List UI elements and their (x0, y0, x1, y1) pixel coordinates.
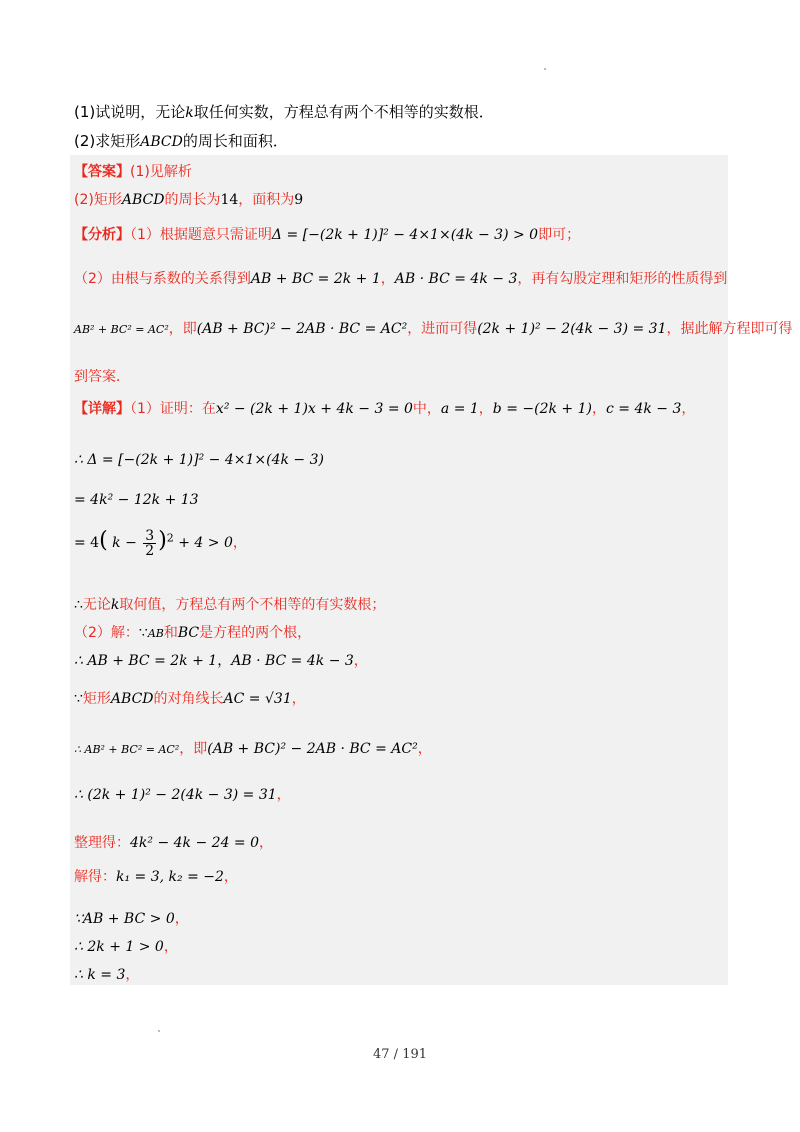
part2-line-2: ∴ AB + BC = 2k + 1，AB · BC = 4k − 3， (74, 653, 368, 669)
part2-line-10: ∴ k = 3， (74, 967, 140, 983)
part2-line-3: ∵矩形ABCD的对角线长AC = √31， (74, 691, 306, 707)
delta-expand-line: = 4k² − 12k + 13 (74, 492, 199, 508)
part2-line-1: （2）解：∵AB和BC是方程的两个根， (74, 625, 312, 641)
analysis-line-4: 到答案． (74, 369, 130, 385)
detail-line-1: 【详解】（1）证明：在x² − (2k + 1)x + 4k − 3 = 0中，a = 1，b = −(2k + 1)，c = 4k − 3， (74, 401, 696, 417)
scan-dot (544, 68, 546, 70)
part2-line-6: 整理得：4k² − 4k − 24 = 0， (74, 835, 274, 851)
part2-line-5: ∴ (2k + 1)² − 2(4k − 3) = 31， (74, 787, 291, 803)
page-number: 47 / 191 (372, 1047, 428, 1062)
analysis-line-3: AB² + BC² = AC²，即(AB + BC)² − 2AB · BC = AC²，进而可得(2k + 1)² − 2(4k − 3) = 31，据此解方程即可得 (74, 321, 793, 337)
answer-line-2: (2)矩形ABCD的周长为14，面积为9 (74, 192, 304, 208)
question-1: (1)试说明，无论k取任何实数，方程总有两个不相等的实数根． (74, 103, 494, 121)
part2-line-4: ∴ AB² + BC² = AC²，即(AB + BC)² − 2AB · BC = AC²， (74, 741, 432, 757)
conclusion-line: ∴无论k取何值，方程总有两个不相等的有实数根； (74, 597, 386, 613)
delta-line: ∴ Δ = [−(2k + 1)]² − 4×1×(4k − 3) (74, 452, 324, 468)
part2-line-9: ∴ 2k + 1 > 0， (74, 939, 178, 955)
analysis-line-1: 【分析】（1）根据题意只需证明Δ = [−(2k + 1)]² − 4×1×(4k − 3) > 0即可； (74, 227, 581, 243)
delta-complete-square-line: = 4( k − $\frac{3}{2}$ )$^2$ + 4 > 0， (74, 527, 247, 559)
analysis-line-2: （2）由根与系数的关系得到AB + BC = 2k + 1，AB · BC = 4k − 3，再有勾股定理和矩形的性质得到 (74, 271, 728, 287)
scan-dot (158, 1030, 160, 1032)
question-2: (2)求矩形ABCD的周长和面积． (74, 132, 288, 150)
fraction: $\frac{3}{2}$ (145, 527, 155, 559)
answer-line-1: 【答案】(1)见解析 (74, 164, 192, 180)
part2-line-7: 解得：k₁ = 3, k₂ = −2， (74, 869, 238, 885)
part2-line-8: ∵AB + BC > 0， (74, 911, 189, 927)
